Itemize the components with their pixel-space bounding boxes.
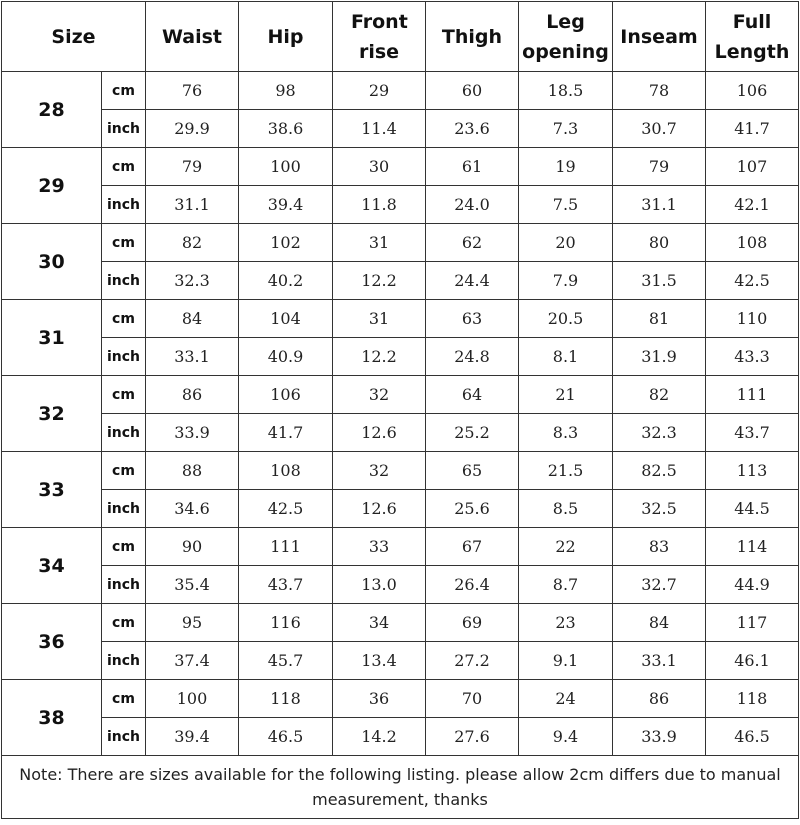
table-row (2, 186, 799, 224)
measurement-cell: 116 (239, 604, 333, 642)
measurement-cell: 86 (146, 376, 239, 414)
header-full-length: Full Length (706, 2, 799, 72)
measurement-cell: 44.9 (706, 566, 799, 604)
table-row (2, 376, 799, 414)
measurement-cell: 34 (333, 604, 426, 642)
header-waist: Waist (146, 2, 239, 72)
measurement-cell: 35.4 (146, 566, 239, 604)
measurement-cell: 64 (426, 376, 519, 414)
measurement-cell: 33 (333, 528, 426, 566)
size-label: 29 (2, 148, 102, 224)
measurement-cell: 82 (613, 376, 706, 414)
unit-label-cm: cm (102, 680, 146, 718)
unit-label-inch: inch (102, 338, 146, 376)
unit-label-cm: cm (102, 452, 146, 490)
measurement-cell: 20 (519, 224, 613, 262)
measurement-cell: 25.6 (426, 490, 519, 528)
measurement-cell: 30 (333, 148, 426, 186)
header-inseam: Inseam (613, 2, 706, 72)
measurement-cell: 82 (146, 224, 239, 262)
measurement-cell: 9.1 (519, 642, 613, 680)
measurement-cell: 33.9 (613, 718, 706, 756)
measurement-cell: 90 (146, 528, 239, 566)
unit-label-inch: inch (102, 110, 146, 148)
measurement-cell: 39.4 (239, 186, 333, 224)
table-row (2, 680, 799, 718)
measurement-cell: 12.6 (333, 490, 426, 528)
measurement-cell: 43.3 (706, 338, 799, 376)
table-row (2, 338, 799, 376)
measurement-cell: 19 (519, 148, 613, 186)
measurement-cell: 46.1 (706, 642, 799, 680)
measurement-cell: 23 (519, 604, 613, 642)
size-label: 34 (2, 528, 102, 604)
measurement-cell: 86 (613, 680, 706, 718)
measurement-cell: 46.5 (706, 718, 799, 756)
measurement-cell: 40.9 (239, 338, 333, 376)
measurement-cell: 98 (239, 72, 333, 110)
measurement-cell: 106 (706, 72, 799, 110)
measurement-cell: 20.5 (519, 300, 613, 338)
measurement-cell: 31.9 (613, 338, 706, 376)
measurement-cell: 11.8 (333, 186, 426, 224)
measurement-cell: 31.1 (613, 186, 706, 224)
measurement-cell: 30.7 (613, 110, 706, 148)
measurement-cell: 84 (613, 604, 706, 642)
measurement-cell: 8.3 (519, 414, 613, 452)
unit-label-cm: cm (102, 376, 146, 414)
measurement-cell: 29.9 (146, 110, 239, 148)
measurement-cell: 9.4 (519, 718, 613, 756)
size-label: 28 (2, 72, 102, 148)
measurement-cell: 102 (239, 224, 333, 262)
measurement-cell: 107 (706, 148, 799, 186)
unit-label-inch: inch (102, 718, 146, 756)
table-row (2, 300, 799, 338)
measurement-cell: 38.6 (239, 110, 333, 148)
measurement-cell: 61 (426, 148, 519, 186)
measurement-cell: 118 (239, 680, 333, 718)
measurement-cell: 78 (613, 72, 706, 110)
measurement-cell: 108 (239, 452, 333, 490)
header-leg-opening: Leg opening (519, 2, 613, 72)
measurement-cell: 13.4 (333, 642, 426, 680)
header-row (2, 2, 799, 72)
measurement-cell: 27.2 (426, 642, 519, 680)
measurement-cell: 82.5 (613, 452, 706, 490)
size-label: 30 (2, 224, 102, 300)
table-row (2, 718, 799, 756)
measurement-cell: 113 (706, 452, 799, 490)
unit-label-cm: cm (102, 300, 146, 338)
measurement-cell: 23.6 (426, 110, 519, 148)
measurement-cell: 34.6 (146, 490, 239, 528)
measurement-cell: 24.8 (426, 338, 519, 376)
measurement-cell: 8.5 (519, 490, 613, 528)
table-row (2, 642, 799, 680)
table-row (2, 414, 799, 452)
measurement-cell: 12.6 (333, 414, 426, 452)
measurement-cell: 31.1 (146, 186, 239, 224)
table-row (2, 490, 799, 528)
measurement-cell: 32 (333, 376, 426, 414)
measurement-cell: 12.2 (333, 338, 426, 376)
header-thigh: Thigh (426, 2, 519, 72)
measurement-cell: 39.4 (146, 718, 239, 756)
measurement-cell: 32.3 (613, 414, 706, 452)
measurement-cell: 7.9 (519, 262, 613, 300)
table-row (2, 148, 799, 186)
size-chart-table (1, 1, 799, 819)
table-row (2, 452, 799, 490)
measurement-cell: 24.0 (426, 186, 519, 224)
unit-label-inch: inch (102, 642, 146, 680)
size-label: 31 (2, 300, 102, 376)
measurement-cell: 70 (426, 680, 519, 718)
measurement-cell: 79 (146, 148, 239, 186)
unit-label-inch: inch (102, 186, 146, 224)
measurement-cell: 43.7 (706, 414, 799, 452)
note-row (2, 756, 799, 819)
header-front-rise: Front rise (333, 2, 426, 72)
measurement-cell: 83 (613, 528, 706, 566)
measurement-cell: 21 (519, 376, 613, 414)
measurement-cell: 24 (519, 680, 613, 718)
measurement-cell: 24.4 (426, 262, 519, 300)
measurement-cell: 32.5 (613, 490, 706, 528)
measurement-cell: 42.5 (239, 490, 333, 528)
size-label: 36 (2, 604, 102, 680)
note-text: Note: There are sizes available for the following listing. please allow 2cm differs due to manual measurement, thanks (2, 756, 799, 819)
size-label: 32 (2, 376, 102, 452)
measurement-cell: 31 (333, 224, 426, 262)
unit-label-cm: cm (102, 148, 146, 186)
header-size: Size (2, 2, 146, 72)
measurement-cell: 81 (613, 300, 706, 338)
size-label: 33 (2, 452, 102, 528)
measurement-cell: 69 (426, 604, 519, 642)
measurement-cell: 41.7 (706, 110, 799, 148)
measurement-cell: 7.3 (519, 110, 613, 148)
measurement-cell: 65 (426, 452, 519, 490)
measurement-cell: 7.5 (519, 186, 613, 224)
measurement-cell: 29 (333, 72, 426, 110)
unit-label-inch: inch (102, 490, 146, 528)
measurement-cell: 31.5 (613, 262, 706, 300)
table-row (2, 528, 799, 566)
measurement-cell: 33.1 (146, 338, 239, 376)
unit-label-inch: inch (102, 414, 146, 452)
measurement-cell: 42.1 (706, 186, 799, 224)
measurement-cell: 37.4 (146, 642, 239, 680)
measurement-cell: 42.5 (706, 262, 799, 300)
measurement-cell: 27.6 (426, 718, 519, 756)
table-row (2, 110, 799, 148)
unit-label-cm: cm (102, 604, 146, 642)
measurement-cell: 32 (333, 452, 426, 490)
measurement-cell: 111 (706, 376, 799, 414)
measurement-cell: 22 (519, 528, 613, 566)
measurement-cell: 25.2 (426, 414, 519, 452)
measurement-cell: 32.7 (613, 566, 706, 604)
measurement-cell: 46.5 (239, 718, 333, 756)
measurement-cell: 33.1 (613, 642, 706, 680)
table-row (2, 72, 799, 110)
unit-label-cm: cm (102, 224, 146, 262)
table-row (2, 566, 799, 604)
measurement-cell: 95 (146, 604, 239, 642)
measurement-cell: 100 (239, 148, 333, 186)
measurement-cell: 11.4 (333, 110, 426, 148)
measurement-cell: 63 (426, 300, 519, 338)
unit-label-cm: cm (102, 528, 146, 566)
measurement-cell: 41.7 (239, 414, 333, 452)
measurement-cell: 21.5 (519, 452, 613, 490)
measurement-cell: 44.5 (706, 490, 799, 528)
measurement-cell: 84 (146, 300, 239, 338)
unit-label-cm: cm (102, 72, 146, 110)
header-hip: Hip (239, 2, 333, 72)
measurement-cell: 36 (333, 680, 426, 718)
measurement-cell: 26.4 (426, 566, 519, 604)
measurement-cell: 8.1 (519, 338, 613, 376)
table-row (2, 224, 799, 262)
unit-label-inch: inch (102, 566, 146, 604)
measurement-cell: 111 (239, 528, 333, 566)
table-row (2, 262, 799, 300)
measurement-cell: 8.7 (519, 566, 613, 604)
table-row (2, 604, 799, 642)
measurement-cell: 88 (146, 452, 239, 490)
measurement-cell: 118 (706, 680, 799, 718)
measurement-cell: 14.2 (333, 718, 426, 756)
measurement-cell: 108 (706, 224, 799, 262)
size-chart-body (2, 72, 799, 756)
measurement-cell: 43.7 (239, 566, 333, 604)
measurement-cell: 32.3 (146, 262, 239, 300)
measurement-cell: 60 (426, 72, 519, 110)
measurement-cell: 31 (333, 300, 426, 338)
measurement-cell: 106 (239, 376, 333, 414)
measurement-cell: 80 (613, 224, 706, 262)
measurement-cell: 79 (613, 148, 706, 186)
measurement-cell: 117 (706, 604, 799, 642)
measurement-cell: 67 (426, 528, 519, 566)
measurement-cell: 104 (239, 300, 333, 338)
measurement-cell: 13.0 (333, 566, 426, 604)
measurement-cell: 114 (706, 528, 799, 566)
measurement-cell: 40.2 (239, 262, 333, 300)
measurement-cell: 100 (146, 680, 239, 718)
measurement-cell: 76 (146, 72, 239, 110)
measurement-cell: 62 (426, 224, 519, 262)
measurement-cell: 45.7 (239, 642, 333, 680)
measurement-cell: 12.2 (333, 262, 426, 300)
measurement-cell: 110 (706, 300, 799, 338)
measurement-cell: 18.5 (519, 72, 613, 110)
measurement-cell: 33.9 (146, 414, 239, 452)
unit-label-inch: inch (102, 262, 146, 300)
size-label: 38 (2, 680, 102, 756)
